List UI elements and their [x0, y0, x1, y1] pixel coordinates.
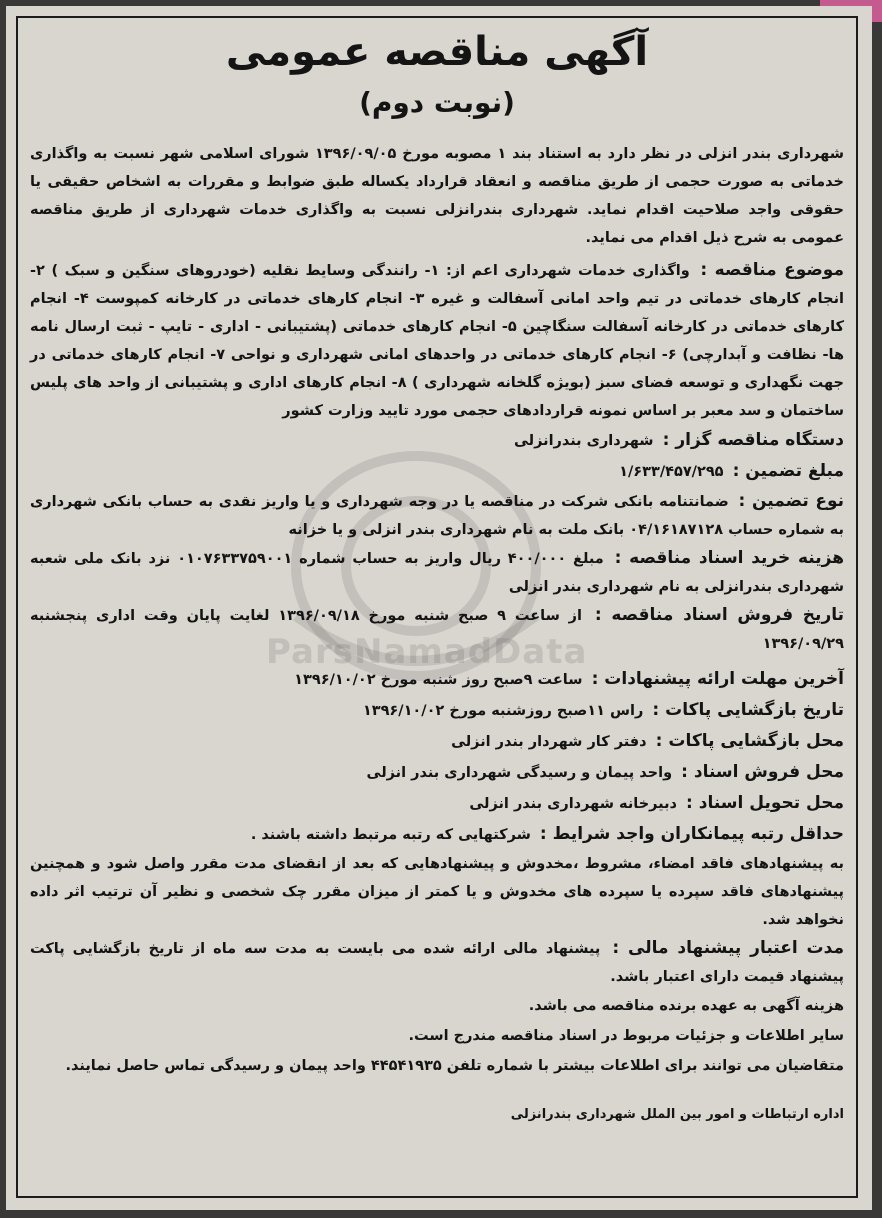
issuer-footer: اداره ارتباطات و امور بین الملل شهرداری بندرانزلی — [510, 1107, 844, 1122]
deadline-row — [30, 664, 844, 695]
subject-section — [30, 256, 844, 425]
notice-title: آگهی مناقصه عمومی — [225, 29, 649, 75]
opening-date-label: تاریخ بازگشایی پاکات : — [652, 700, 844, 720]
delivery-place-label: محل تحویل اسناد : — [686, 793, 844, 813]
opening-place-label: محل بازگشایی پاکات : — [655, 731, 844, 751]
organizer-value: شهرداری بندرانزلی — [513, 433, 654, 449]
subject-label: موضوع مناقصه : — [700, 260, 844, 280]
sale-date-row — [30, 601, 844, 658]
sale-place-value: واحد پیمان و رسیدگی شهرداری بندر انزلی — [366, 765, 673, 781]
guarantee-amount-row — [30, 456, 844, 487]
min-rank-value: شرکتهایی که رتبه مرتبط داشته باشند . — [250, 827, 531, 843]
delivery-place-row — [30, 788, 844, 819]
other-info-note: سایر اطلاعات و جزئیات مربوط در اسناد مناقصه مندرج است. — [408, 1028, 844, 1044]
opening-place-value: دفتر کار شهردار بندر انزلی — [451, 734, 647, 750]
ad-cost-note: هزینه آگهی به عهده برنده مناقصه می باشد. — [528, 998, 844, 1014]
doc-cost-label: هزینه خرید اسناد مناقصه : — [614, 548, 844, 568]
opening-place-row — [30, 726, 844, 757]
validity-value: پیشنهاد مالی ارائه شده می بایست به مدت سه ماه از تاریخ بازگشایی پاکت پیشنهاد قیمت دارای اعتبار باشد. — [30, 941, 844, 985]
sale-date-value: از ساعت ۹ صبح شنبه مورخ ۱۳۹۶/۰۹/۱۸ لغایت پایان وقت اداری پنجشنبه ۱۳۹۶/۰۹/۲۹ — [30, 608, 844, 652]
deadline-label: آخرین مهلت ارائه پیشنهادات : — [591, 669, 844, 689]
organizer-label: دستگاه مناقصه گزار : — [662, 430, 844, 450]
validity-label: مدت اعتبار پیشنهاد مالی : — [612, 938, 844, 958]
notice-frame — [16, 16, 858, 1198]
doc-cost-value: مبلغ ۴۰۰/۰۰۰ ریال واریز به حساب شماره ۰۱۰۷۶۳۳۷۵۹۰۰۱ نزد بانک ملی شعبه شهرداری بندرانزلی به نام شهرداری بندر انزلی — [30, 551, 844, 595]
delivery-place-value: دبیرخانه شهرداری بندر انزلی — [469, 796, 677, 812]
contact-note: متقاضیان می توانند برای اطلاعات بیشتر با شماره تلفن ۴۴۵۴۱۹۳۵ واحد پیمان و رسیدگی تماس حاصل نمایند. — [65, 1058, 844, 1074]
sale-place-label: محل فروش اسناد : — [681, 762, 844, 782]
guarantee-amount-label: مبلغ تضمین : — [732, 461, 844, 481]
min-rank-row — [30, 819, 844, 850]
newspaper-clipping — [6, 6, 872, 1210]
organizer-row — [30, 425, 844, 456]
rejection-note: به پیشنهادهای فاقد امضاء، مشروط ،مخدوش و پیشنهادهایی که بعد از انقضای مدت مقرر واصل شود و همچنین پیشنهادهای فاقد سپرده یا سپرده های مخدوش و یا کمتر از میزان مقرر چک شخصی و نظیر آن ترتیب اثر داده نخواهد شد. — [30, 856, 844, 928]
validity-row — [30, 934, 844, 991]
notice-subtitle: (نوبت دوم) — [359, 86, 515, 119]
guarantee-amount-value: ۱/۶۳۳/۴۵۷/۲۹۵ — [619, 464, 724, 480]
guarantee-type-value: ضمانتنامه بانکی شرکت در مناقصه یا در وجه شهرداری و یا واریز نقدی به حساب بانکی شهرداری به شماره حساب ۰۴/۱۶۱۸۷۱۲۸ بانک ملت به نام شهرداری بندر انزلی و یا خزانه — [30, 494, 844, 538]
deadline-value: ساعت ۹صبح روز شنبه مورخ ۱۳۹۶/۱۰/۰۲ — [294, 672, 583, 688]
min-rank-label: حداقل رتبه پیمانکاران واجد شرایط : — [539, 824, 844, 844]
subject-value: واگذاری خدمات شهرداری اعم از: ۱- رانندگی وسایط نقلیه (خودروهای سنگین و سبک ) ۲- انجام کارهای خدماتی در تیم واحد امانی آسفالت و غیره ۳- انجام کارهای خدماتی در کارخانه کمپوست ۴- انجام کارهای خدماتی در کارخانه آسفالت سنگاچین ۵- انجام کارهای خدماتی (پشتیبانی - اداری - تایپ - ثبت ارسال نامه ها- نظافت و آبدارچی) ۶- انجام کارهای خدماتی در واحدهای امانی شهرداری و نواحی ۷- انجام کارهای خدماتی در جهت نگهداری و توسعه فضای سبز (بویژه گلخانه شهرداری ) ۸- انجام کارهای اداری و پشتیبانی از واحد های پلیس ساختمان و سد معبر بر اساس نمونه قراردادهای حجمی مورد تایید وزارت کشور — [30, 263, 845, 419]
doc-cost-row — [30, 544, 844, 601]
intro-paragraph: شهرداری بندر انزلی در نظر دارد به استناد بند ۱ مصوبه مورخ ۱۳۹۶/۰۹/۰۵ شورای اسلامی شهر نسبت به واگذاری خدماتی به صورت حجمی از طریق مناقصه و انعقاد قرارداد یکساله طبق ضوابط و مقررات به اشخاص حقیقی یا حقوقی واجد صلاحیت اقدام نماید. شهرداری بندرانزلی نسبت به واگذاری خدمات شهرداری از طریق مناقصه عمومی به شرح ذیل اقدام می نماید. — [30, 146, 844, 246]
opening-date-row — [30, 695, 844, 726]
sale-date-label: تاریخ فروش اسناد مناقصه : — [594, 605, 844, 625]
guarantee-type-row — [30, 487, 844, 544]
watermark-text: ParsNamadData — [266, 632, 588, 672]
opening-date-value: راس ۱۱صبح روزشنبه مورخ ۱۳۹۶/۱۰/۰۲ — [362, 703, 644, 719]
guarantee-type-label: نوع تضمین : — [738, 491, 844, 511]
sale-place-row — [30, 757, 844, 788]
